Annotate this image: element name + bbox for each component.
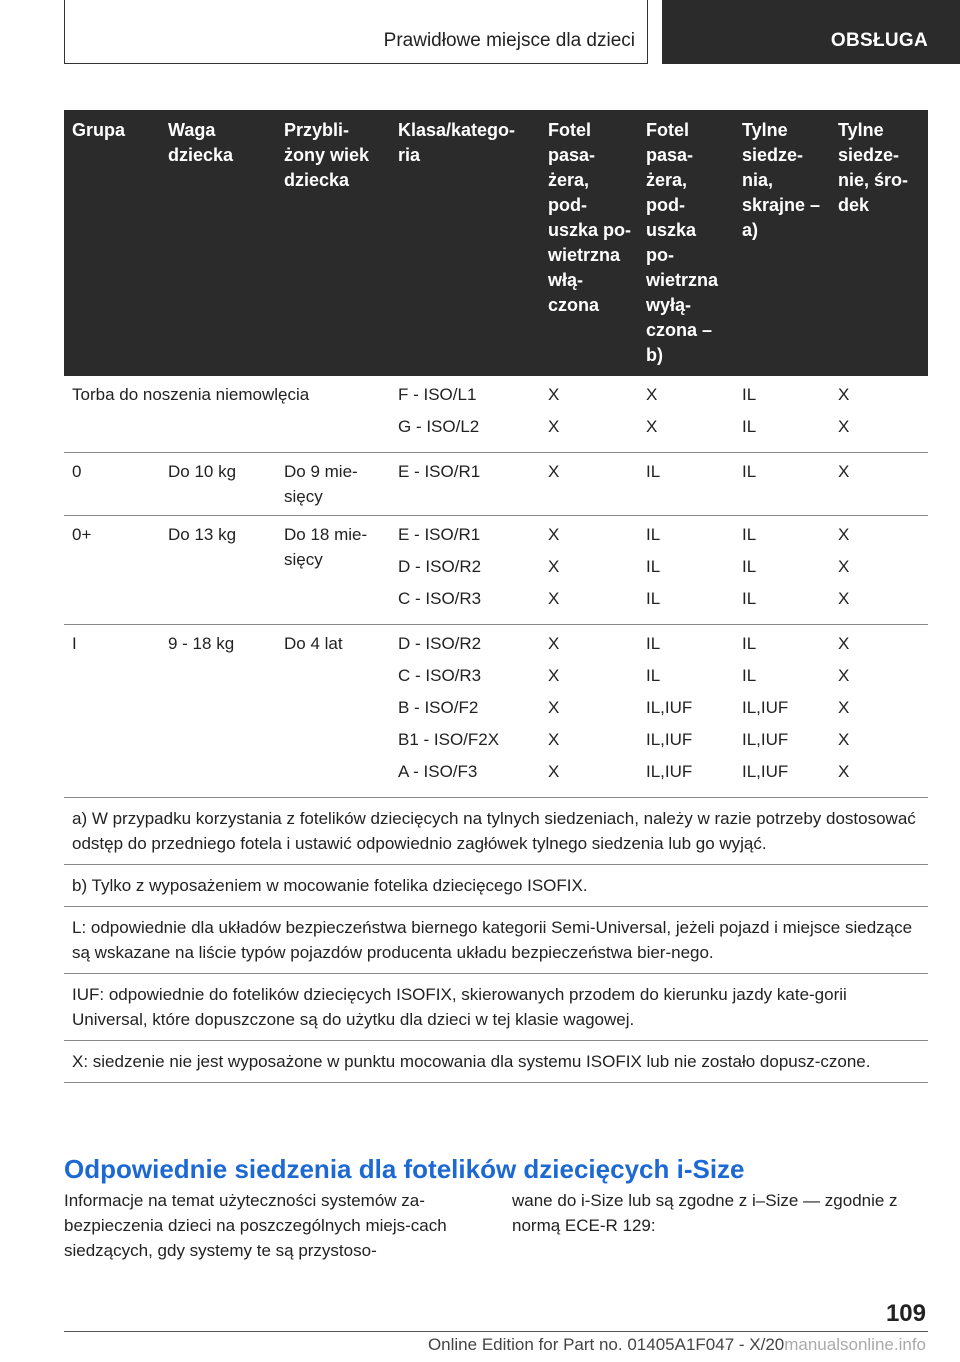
table-note: b) Tylko z wyposażeniem w mocowanie fotelika dziecięcego ISOFIX. [64, 865, 928, 907]
table-note-row [64, 1041, 928, 1083]
table-header-row [64, 110, 928, 376]
age-cell: Do 9 mie-sięcy [276, 453, 390, 516]
cell-value: IL,IUF [646, 698, 693, 717]
section-text-left: Informacje na temat użyteczności systemów za-bezpieczenia dzieci na poszczególnych miejs-cach siedzących, gdy systemy te są przystoso- [64, 1191, 447, 1260]
cell-value: G - ISO/L2 [398, 417, 480, 436]
footer-edition-text: Online Edition for Part no. 01405A1F047 - X/20 [427, 1335, 785, 1354]
footer-edition [428, 1335, 926, 1355]
cell-value: X [548, 634, 560, 653]
weight-cell: Do 13 kg [160, 516, 276, 625]
cell-value: X [838, 762, 850, 781]
rear-center-cell [830, 516, 928, 625]
cell-value: A - ISO/F3 [398, 762, 478, 781]
airbag-on-cell [540, 376, 638, 453]
rear-outer-cell [734, 625, 830, 798]
cell-value: C - ISO/R3 [398, 666, 482, 685]
footer-site: manualsonline.info [784, 1335, 926, 1354]
class-cell [390, 625, 540, 798]
table-note: a) W przypadku korzystania z fotelików dziecięcych na tylnych siedzeniach, należy w razie potrzeby dostosować odstęp do przedniego fotela i ustawić odpowiednio zagłówek tylnego siedzenia lub go wyjąć. [64, 798, 928, 865]
isofix-table [64, 110, 928, 1083]
table-row [64, 516, 928, 625]
class-cell [390, 376, 540, 453]
section-title: Odpowiednie siedzenia dla fotelików dziecięcych i-Size [64, 1154, 745, 1184]
cell-value: X [838, 525, 850, 544]
header-section-tab [662, 0, 960, 64]
table-note: IUF: odpowiednie do fotelików dziecięcych ISOFIX, skierowanych przodem do kierunku jazdy kate-gorii Universal, które dopuszczone są do użytku dla dzieci w tej klasie wagowej. [64, 974, 928, 1041]
header-cell: Fotel pasa-żera, pod-uszka po-wietrzna włą-czona [540, 110, 638, 376]
footer-divider [64, 1331, 928, 1332]
cell-value: X [646, 417, 658, 436]
cell-value: X [838, 385, 850, 404]
table-note-row [64, 865, 928, 907]
cell-value: B - ISO/F2 [398, 698, 479, 717]
cell-value: X [548, 589, 560, 608]
rear-outer-cell [734, 516, 830, 625]
cell-value: X [838, 589, 850, 608]
airbag-off-cell [638, 453, 734, 516]
cell-value: IL [742, 525, 757, 544]
table-note-row [64, 974, 928, 1041]
table-note: X: siedzenie nie jest wyposażone w punktu mocowania dla systemu ISOFIX lub nie zostało dopusz-czone. [64, 1041, 928, 1083]
cell-value: E - ISO/R1 [398, 525, 481, 544]
cell-value: IL [646, 666, 661, 685]
airbag-off-cell [638, 516, 734, 625]
age-cell: Do 4 lat [276, 625, 390, 798]
cell-value: X [548, 698, 560, 717]
header-title-box [64, 0, 648, 64]
cell-value: IL [742, 557, 757, 576]
rear-center-cell [830, 453, 928, 516]
table-row [64, 453, 928, 516]
table-note: L: odpowiednie dla układów bezpieczeństwa biernego kategorii Semi-Universal, jeżeli pojazd i miejsce siedzące są wskazane na liście typów pojazdów producenta układu bezpieczeństwa bier-nego. [64, 907, 928, 974]
header-cell: Fotel pasa-żera, pod-uszka po-wietrzna wyłą-czona – b) [638, 110, 734, 376]
header-section-label: OBSŁUGA [830, 30, 928, 51]
rear-center-cell [830, 625, 928, 798]
cell-value: X [548, 417, 560, 436]
cell-value: X [548, 666, 560, 685]
cell-value: X [548, 557, 560, 576]
cell-value: X [838, 730, 850, 749]
cell-value: IL [742, 589, 757, 608]
cell-value: IL,IUF [742, 730, 789, 749]
cell-value: X [838, 698, 850, 717]
cell-value: B1 - ISO/F2X [398, 730, 500, 749]
cell-value: X [548, 730, 560, 749]
group-label: I [64, 625, 160, 798]
header-cell: Klasa/katego-ria [390, 110, 540, 376]
table-row [64, 625, 928, 798]
header-cell: Waga dziecka [160, 110, 276, 376]
class-cell [390, 453, 540, 516]
header-title: Prawidłowe miejsce dla dzieci [383, 30, 635, 51]
page-number: 109 [885, 1300, 926, 1327]
cell-value: X [646, 385, 658, 404]
cell-value: X [838, 666, 850, 685]
cell-value: IL [646, 557, 661, 576]
cell-value: IL,IUF [646, 762, 693, 781]
cell-value: X [548, 385, 560, 404]
cell-value: IL [646, 634, 661, 653]
weight-cell: 9 - 18 kg [160, 625, 276, 798]
cell-value: F - ISO/L1 [398, 385, 477, 404]
cell-value: IL [742, 634, 757, 653]
cell-value: X [548, 525, 560, 544]
group-label: 0 [64, 453, 160, 516]
cell-value: IL [742, 385, 757, 404]
cell-value: D - ISO/R2 [398, 634, 482, 653]
rear-outer-cell [734, 453, 830, 516]
cell-value: IL,IUF [742, 698, 789, 717]
cell-value: IL [742, 666, 757, 685]
cell-value: X [838, 417, 850, 436]
cell-value: X [838, 462, 850, 481]
weight-cell: Do 10 kg [160, 453, 276, 516]
cell-value: X [838, 634, 850, 653]
cell-value: X [548, 762, 560, 781]
header-cell: Tylne siedze-nia, skrajne – a) [734, 110, 830, 376]
cell-value: C - ISO/R3 [398, 589, 482, 608]
cell-value: IL [646, 589, 661, 608]
age-cell: Do 18 mie-sięcy [276, 516, 390, 625]
airbag-on-cell [540, 453, 638, 516]
airbag-off-cell [638, 376, 734, 453]
group-label: 0+ [64, 516, 160, 625]
section-text-right: wane do i-Size lub są zgodne z i–Size — zgodnie z normą ECE-R 129: [512, 1191, 898, 1235]
airbag-on-cell [540, 625, 638, 798]
header-cell: Tylne siedze-nie, śro-dek [830, 110, 928, 376]
rear-outer-cell [734, 376, 830, 453]
cell-value: IL [646, 462, 661, 481]
rear-center-cell [830, 376, 928, 453]
cell-value: IL [646, 525, 661, 544]
cell-value: E - ISO/R1 [398, 462, 481, 481]
table-row [64, 376, 928, 453]
cell-value: X [548, 462, 560, 481]
cell-value: D - ISO/R2 [398, 557, 482, 576]
cell-value: IL,IUF [742, 762, 789, 781]
cell-value: IL [742, 462, 757, 481]
cell-value: IL [742, 417, 757, 436]
header-cell: Grupa [64, 110, 160, 376]
airbag-off-cell [638, 625, 734, 798]
group-label: Torba do noszenia niemowlęcia [64, 376, 390, 453]
airbag-on-cell [540, 516, 638, 625]
cell-value: IL,IUF [646, 730, 693, 749]
class-cell [390, 516, 540, 625]
table-note-row [64, 907, 928, 974]
table-note-row [64, 798, 928, 865]
cell-value: X [838, 557, 850, 576]
header-cell: Przybli-żony wiek dziecka [276, 110, 390, 376]
